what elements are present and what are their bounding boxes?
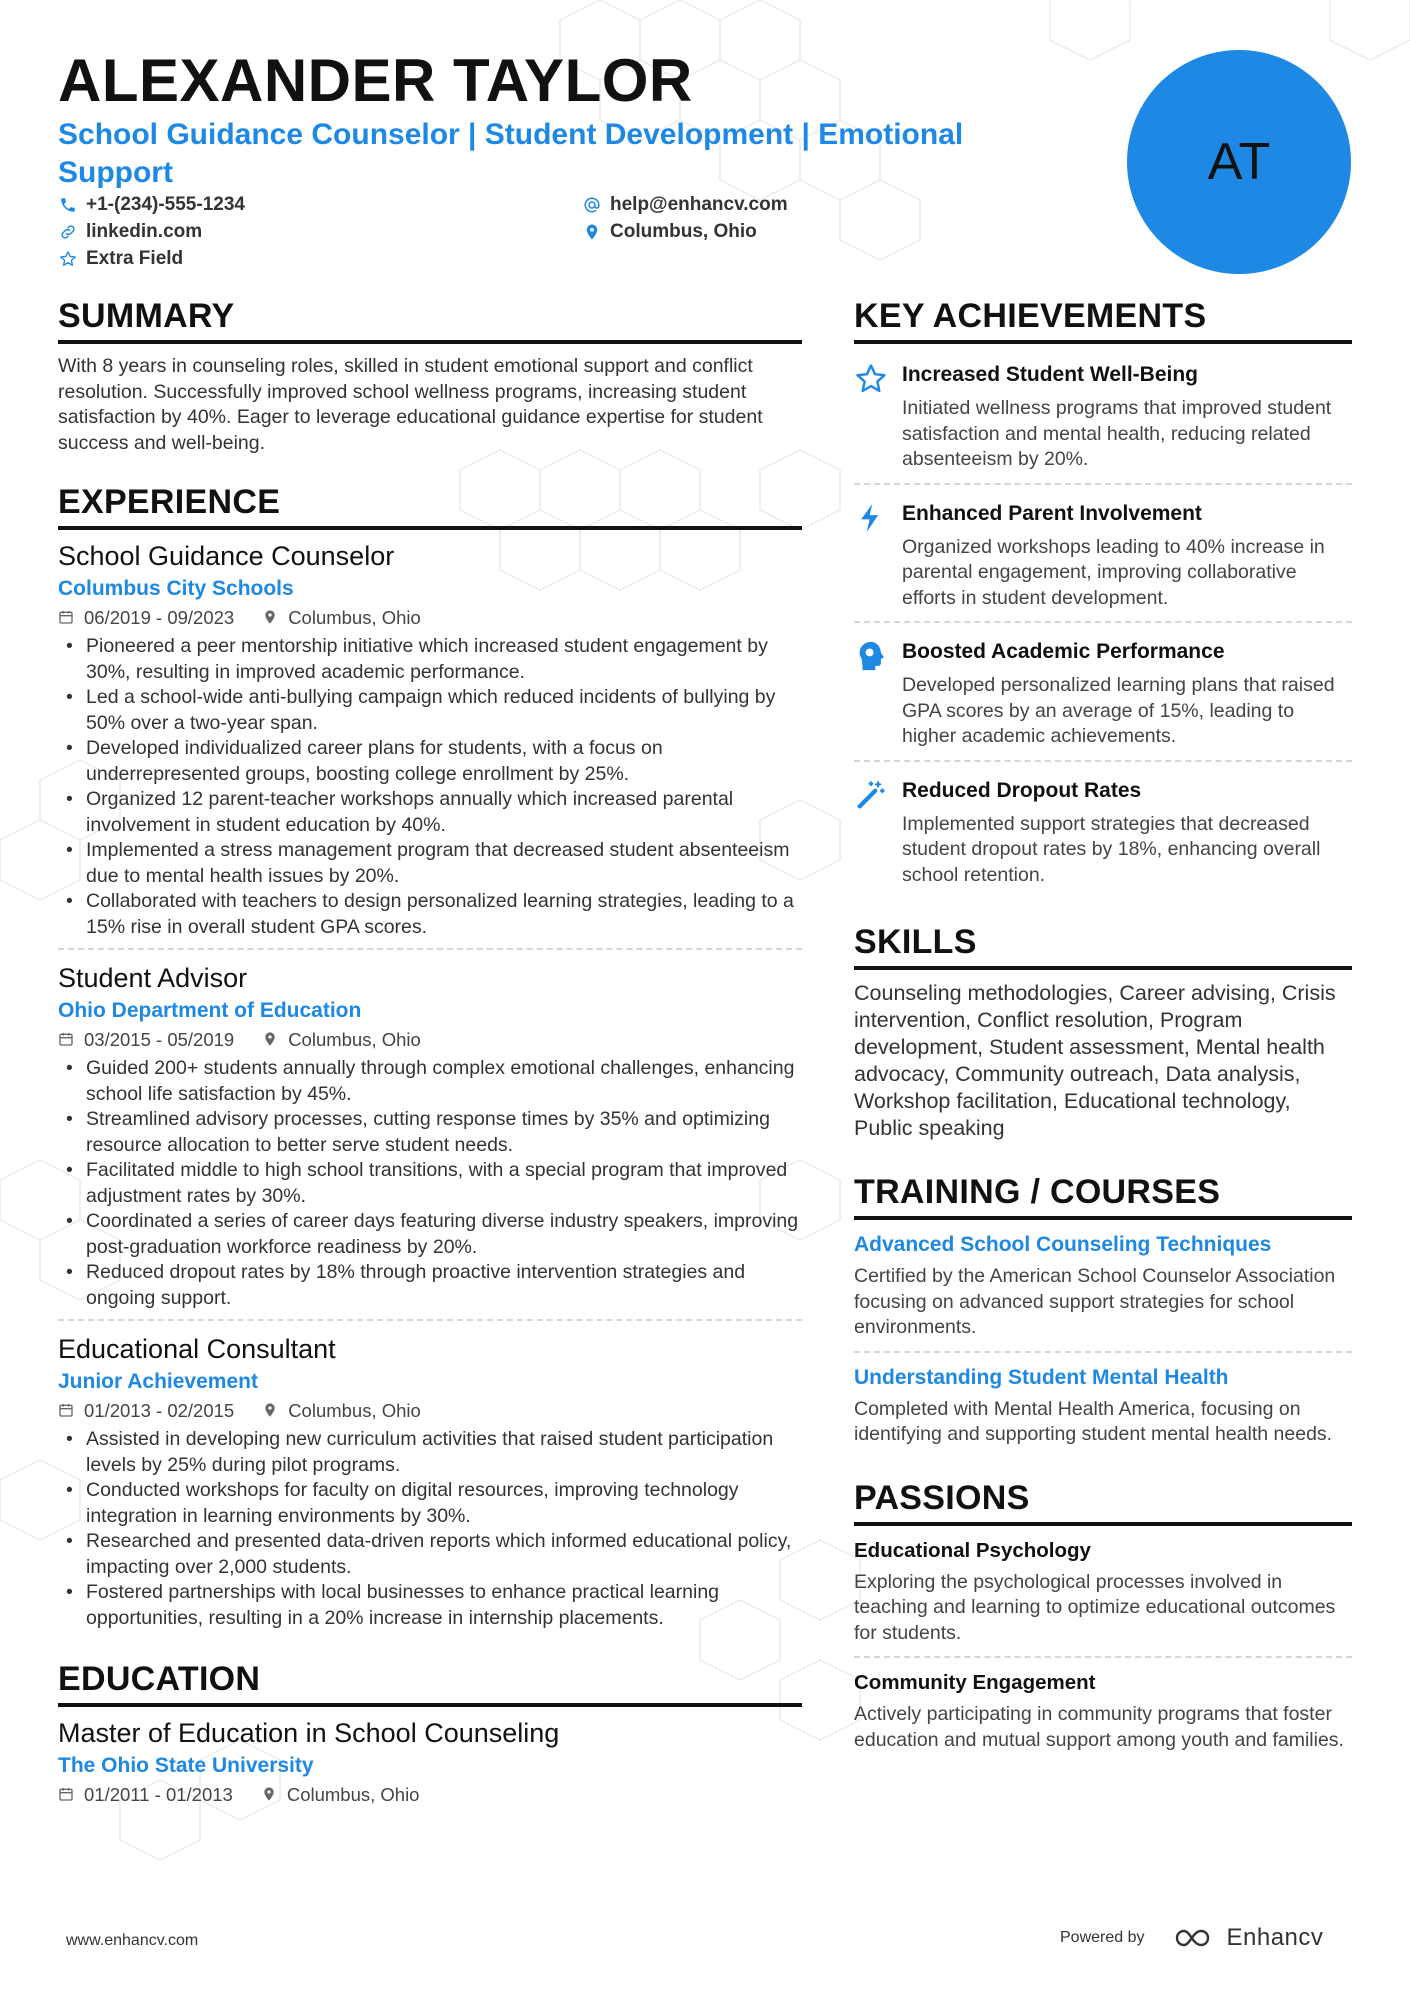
contact-location — [582, 221, 757, 243]
achievement-description: Organized workshops leading to 40% increase in parental engagement, improving collaborative efforts in student development. — [902, 535, 1325, 609]
enhancv-logo-text: Enhancv — [1226, 1924, 1324, 1951]
location-pin-icon — [262, 609, 280, 627]
location-pin-icon — [582, 222, 602, 242]
job-bullet: • Guided 200+ students annually through complex emotional challenges, enhancing school life satisfaction by 45%. — [58, 1056, 802, 1107]
job-meta — [58, 1397, 802, 1425]
course-title[interactable]: Advanced School Counseling Techniques — [854, 1233, 1272, 1256]
passions-section — [854, 1478, 1352, 1764]
job-meta — [58, 1026, 802, 1054]
contact-linkedin[interactable] — [58, 221, 202, 243]
avatar-initials: AT — [1207, 133, 1271, 191]
location-pin-icon — [262, 1402, 280, 1420]
at-sign-icon — [582, 195, 602, 215]
job-meta — [58, 604, 802, 632]
job-bullet: • Assisted in developing new curriculum activities that raised student participation levels by 25% during pilot programs. — [58, 1427, 802, 1478]
skills-section — [854, 922, 1352, 1142]
achievement-item — [854, 354, 1352, 485]
calendar-icon — [58, 1786, 76, 1804]
job-bullet: • Pioneered a peer mentorship initiative which increased student engagement by 30%, resulting in improved academic performance. — [58, 634, 802, 685]
degree-title: Master of Education in School Counseling — [58, 1718, 560, 1748]
job-organization[interactable]: Columbus City Schools — [58, 577, 294, 600]
job-bullets — [58, 634, 802, 940]
contact-email-text: help@enhancv.com — [610, 194, 788, 215]
job-location: Columbus, Ohio — [288, 1029, 421, 1050]
job-dates: 01/2013 - 02/2015 — [84, 1400, 235, 1421]
right-column — [854, 296, 1352, 1763]
passions-heading: PASSIONS — [854, 1478, 1352, 1526]
star-icon — [854, 360, 902, 473]
course-item — [854, 1363, 1352, 1458]
training-heading: TRAINING / COURSES — [854, 1172, 1352, 1220]
job-title: School Guidance Counselor — [58, 541, 395, 571]
job-bullets — [58, 1056, 802, 1311]
experience-section — [58, 482, 802, 1639]
calendar-icon — [58, 1402, 76, 1420]
education-location: Columbus, Ohio — [286, 1784, 420, 1805]
job-dates: 03/2015 - 05/2019 — [84, 1029, 235, 1050]
contact-phone[interactable] — [58, 194, 245, 216]
job-bullet: • Collaborated with teachers to design personalized learning strategies, leading to a 15% rise in overall student GPA scores. — [58, 889, 802, 940]
candidate-headline: School Guidance Counselor | Student Development | Emotional Support — [58, 118, 964, 189]
course-title[interactable]: Understanding Student Mental Health — [854, 1365, 1229, 1389]
job-bullet: • Researched and presented data-driven reports which informed educational policy, impacting over 2,000 students. — [58, 1529, 802, 1580]
link-icon — [58, 222, 78, 242]
star-outline-icon — [58, 249, 78, 269]
contact-location-text: Columbus, Ohio — [610, 221, 757, 242]
candidate-name: ALEXANDER TAYLOR — [58, 47, 693, 114]
job-bullet: • Reduced dropout rates by 18% through proactive intervention strategies and ongoing support. — [58, 1260, 802, 1311]
job-title: Student Advisor — [58, 963, 248, 993]
achievement-item — [854, 770, 1352, 899]
job-bullets — [58, 1427, 802, 1631]
passion-item — [854, 1668, 1352, 1763]
calendar-icon — [58, 609, 76, 627]
contact-extra-text: Extra Field — [86, 248, 184, 269]
job-bullet: • Developed individualized career plans for students, with a focus on underrepresented groups, boosting college enrollment by 25%. — [58, 736, 802, 787]
magic-wand-icon — [854, 776, 902, 889]
job-entry — [58, 960, 802, 1321]
job-bullet: • Led a school-wide anti-bullying campaign which reduced incidents of bullying by 50% over a two-year span. — [58, 685, 802, 736]
passion-item — [854, 1536, 1352, 1659]
education-section — [58, 1659, 802, 1809]
passion-description: Exploring the psychological processes involved in teaching and learning to optimize educational outcomes for students. — [854, 1570, 1336, 1644]
training-section — [854, 1172, 1352, 1458]
passion-description: Actively participating in community programs that foster education and mutual support among youth and families. — [854, 1703, 1344, 1751]
passion-title: Educational Psychology — [854, 1538, 1091, 1562]
contact-email[interactable] — [582, 194, 788, 216]
course-description: Completed with Mental Health America, focusing on identifying and supporting student mental health needs. — [854, 1397, 1333, 1445]
experience-heading: EXPERIENCE — [58, 482, 802, 530]
school-name[interactable]: The Ohio State University — [58, 1754, 314, 1777]
education-heading: EDUCATION — [58, 1659, 802, 1707]
achievements-section — [854, 296, 1352, 898]
course-item — [854, 1230, 1352, 1353]
avatar — [1127, 50, 1351, 274]
achievement-item — [854, 493, 1352, 624]
achievement-item — [854, 631, 1352, 762]
job-bullet: • Conducted workshops for faculty on digital resources, improving technology integration in learning environments by 30%. — [58, 1478, 802, 1529]
summary-text: With 8 years in counseling roles, skilled in student emotional support and conflict resolution. Successfully improved school wellness programs, increasing student satisfaction by 40%. Eager to leverage educational guidance expertise for student success and well-being. — [58, 355, 763, 454]
education-dates: 01/2011 - 01/2013 — [84, 1784, 233, 1805]
job-bullet: • Fostered partnerships with local businesses to enhance practical learning opportunities, resulting in a 20% increase in internship placements. — [58, 1580, 802, 1631]
job-entry — [58, 538, 802, 950]
job-entry — [58, 1331, 802, 1639]
enhancv-logo — [1173, 1924, 1324, 1952]
achievement-title: Enhanced Parent Involvement — [902, 501, 1202, 525]
summary-section — [58, 296, 802, 456]
achievements-heading: KEY ACHIEVEMENTS — [854, 296, 1352, 344]
job-bullet: • Organized 12 parent-teacher workshops annually which increased parental involvement in student education by 40%. — [58, 787, 802, 838]
achievement-description: Implemented support strategies that decreased student dropout rates by 18%, enhancing overall school retention. — [902, 812, 1321, 886]
skills-text: Counseling methodologies, Career advising, Crisis intervention, Conflict resolution, Program development, Student assessment, Mental health advocacy, Community outreach, Data analysis, Workshop facilitation, Educational technology, Public speaking — [854, 981, 1336, 1140]
head-icon — [854, 637, 902, 750]
contact-phone-text: +1-(234)-555-1234 — [86, 194, 245, 215]
calendar-icon — [58, 1031, 76, 1049]
skills-heading: SKILLS — [854, 922, 1352, 970]
job-bullet: • Coordinated a series of career days featuring diverse industry speakers, improving post-graduation workforce readiness by 20%. — [58, 1209, 802, 1260]
job-bullet: • Implemented a stress management program that decreased student absenteeism due to mental health issues by 20%. — [58, 838, 802, 889]
phone-icon — [58, 195, 78, 215]
lightning-icon — [854, 499, 902, 612]
achievement-description: Developed personalized learning plans that raised GPA scores by an average of 15%, leading to higher academic achievements. — [902, 674, 1335, 747]
contact-linkedin-text: linkedin.com — [86, 221, 203, 242]
achievement-description: Initiated wellness programs that improved student satisfaction and mental health, reducing related absenteeism by 20%. — [902, 397, 1332, 470]
achievement-title: Increased Student Well-Being — [902, 363, 1198, 386]
job-bullet: • Streamlined advisory processes, cutting response times by 35% and optimizing resource allocation to better serve student needs. — [58, 1107, 802, 1158]
contact-info — [58, 194, 958, 274]
location-pin-icon — [261, 1786, 279, 1804]
education-meta — [58, 1781, 802, 1809]
job-title: Educational Consultant — [58, 1334, 336, 1364]
left-column — [58, 296, 802, 1809]
achievement-title: Boosted Academic Performance — [902, 640, 1225, 663]
passion-title: Community Engagement — [854, 1671, 1096, 1694]
job-bullet: • Facilitated middle to high school transitions, with a special program that improved adjustment rates by 30%. — [58, 1158, 802, 1209]
enhancv-logo-icon — [1173, 1926, 1219, 1950]
location-pin-icon — [262, 1031, 280, 1049]
course-description: Certified by the American School Counselor Association focusing on advanced support strategies for school environments. — [854, 1265, 1336, 1338]
summary-heading: SUMMARY — [58, 296, 802, 344]
footer-branding[interactable] — [1060, 1924, 1323, 1952]
contact-extra — [58, 248, 183, 270]
powered-by-label: Powered by — [1060, 1929, 1145, 1946]
job-organization[interactable]: Junior Achievement — [58, 1370, 258, 1393]
job-dates: 06/2019 - 09/2023 — [84, 607, 235, 628]
job-location: Columbus, Ohio — [288, 607, 421, 628]
job-organization[interactable]: Ohio Department of Education — [58, 999, 362, 1022]
achievement-title: Reduced Dropout Rates — [902, 778, 1142, 802]
job-location: Columbus, Ohio — [288, 1400, 421, 1421]
footer-website-link[interactable]: www.enhancv.com — [66, 1932, 199, 1949]
